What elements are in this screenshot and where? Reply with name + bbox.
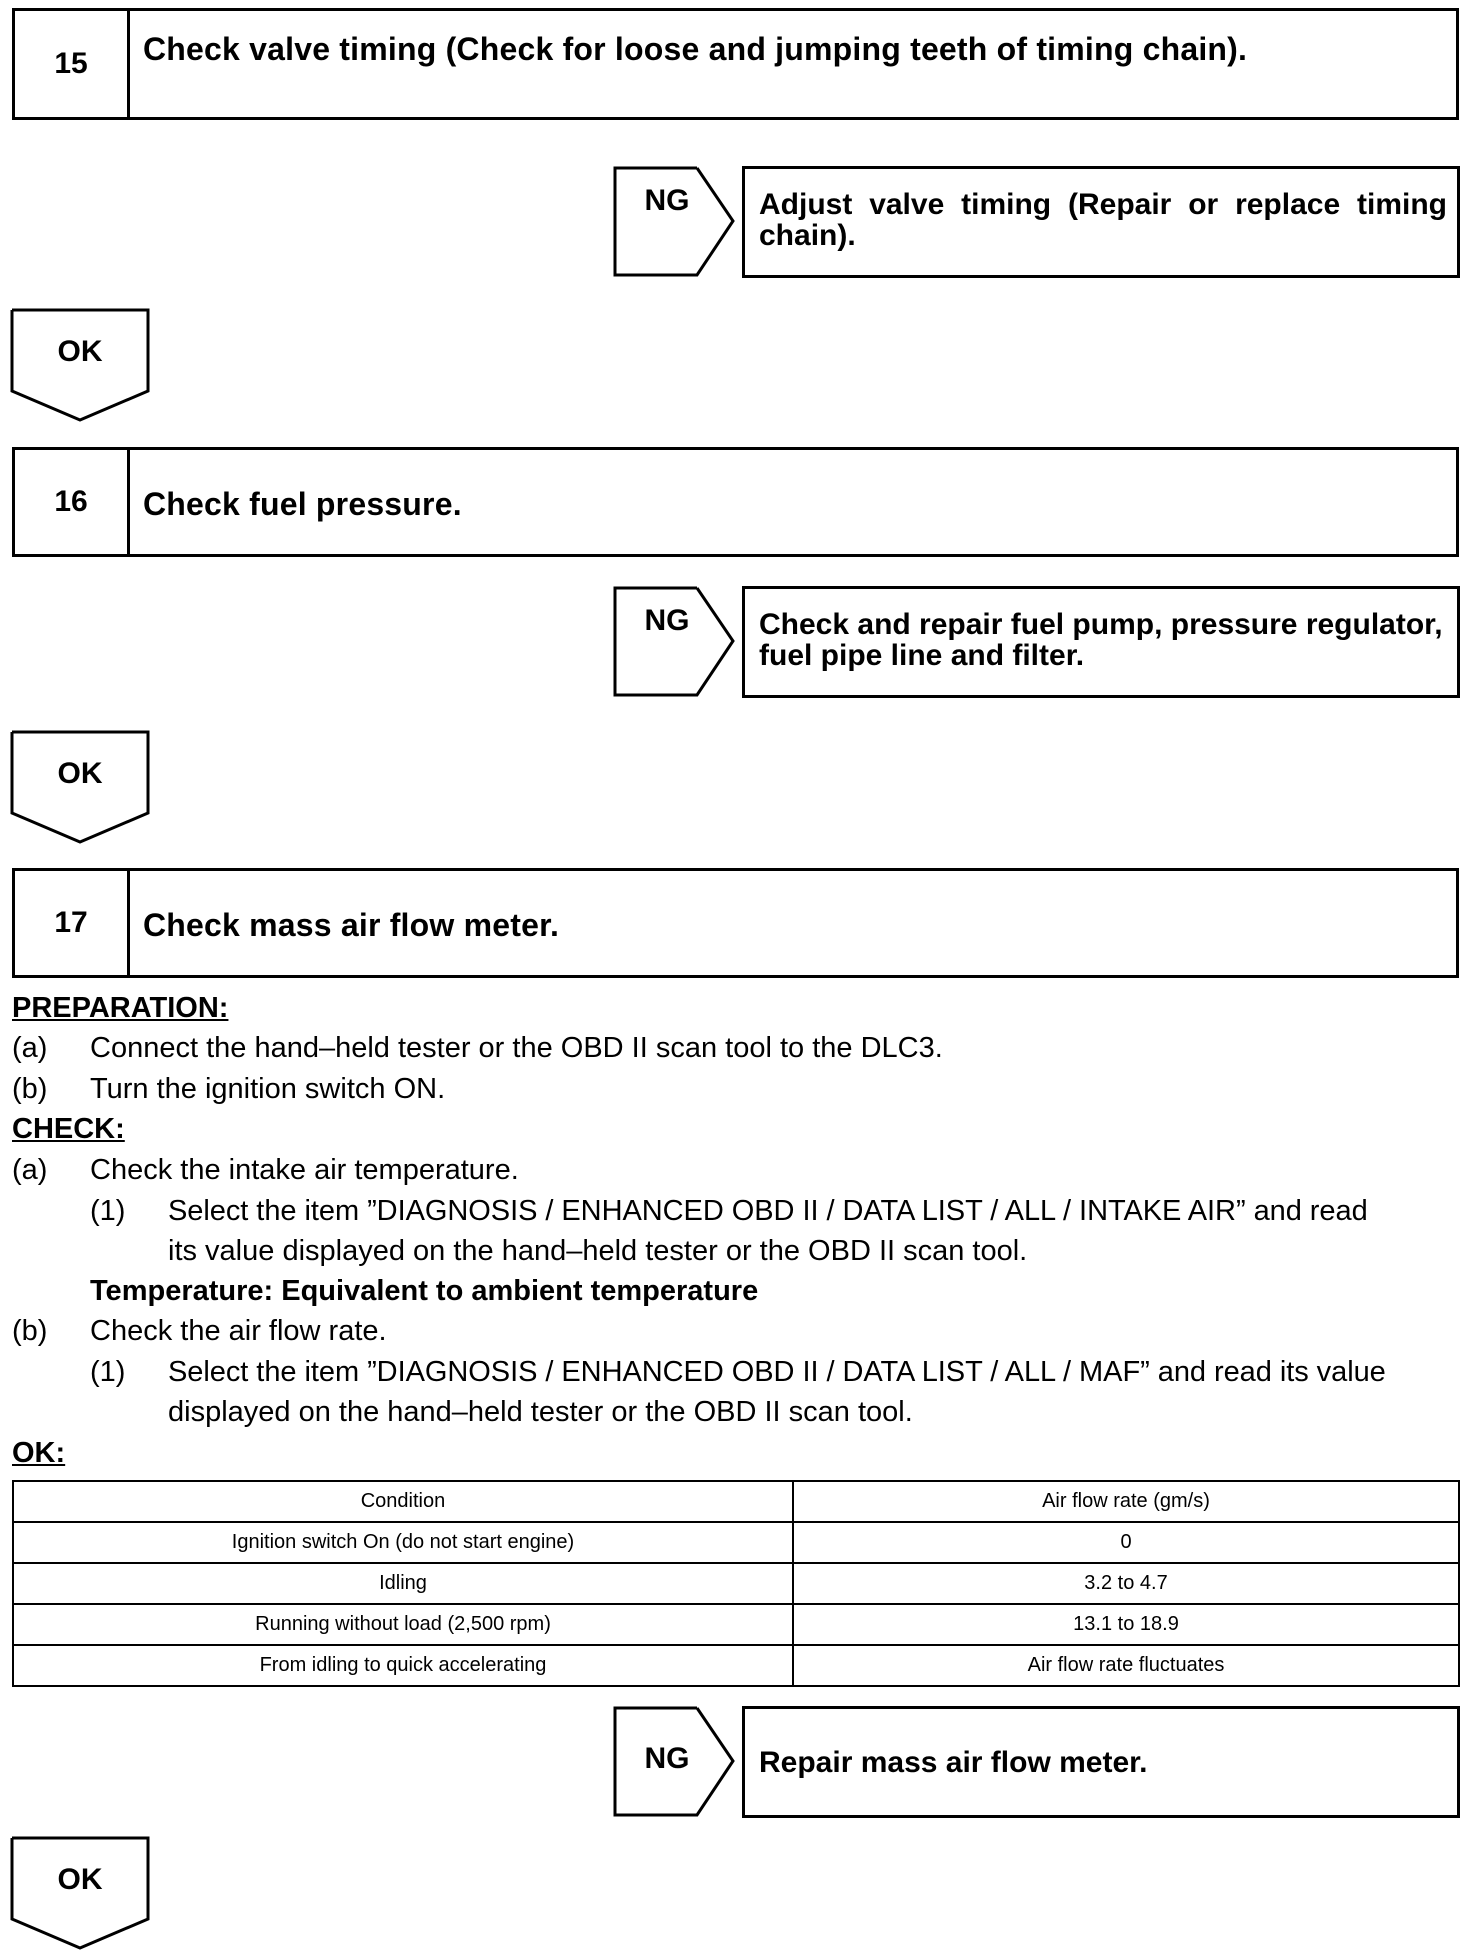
preparation-marker: (b) <box>12 1073 48 1105</box>
table-cell: Idling <box>13 1563 793 1604</box>
ng-action-text: Check and repair fuel pump, pressure regulator, fuel pipe line and filter. <box>759 608 1443 672</box>
step-title: Check fuel pressure. <box>143 486 462 522</box>
check-heading: CHECK: <box>12 1113 125 1145</box>
check-sub-text: Select the item ”DIAGNOSIS / ENHANCED OBD II / DATA LIST / ALL / MAF” and read its value <box>168 1356 1386 1388</box>
table-header-row <box>13 1481 1459 1522</box>
table-cell: Ignition switch On (do not start engine) <box>13 1522 793 1563</box>
step-number: 15 <box>15 11 130 117</box>
table-row <box>13 1604 1459 1645</box>
ng-label: NG <box>644 1742 690 1775</box>
ok-heading: OK: <box>12 1437 66 1469</box>
air-flow-table <box>12 1480 1460 1687</box>
ng-label: NG <box>644 604 690 637</box>
table-cell: 13.1 to 18.9 <box>793 1604 1459 1645</box>
ok-label: OK <box>57 335 103 368</box>
step-16-box <box>12 447 1459 557</box>
ng-action-box <box>742 586 1460 698</box>
table-cell: Running without load (2,500 rpm) <box>13 1604 793 1645</box>
check-marker-b: (b) <box>12 1315 48 1347</box>
ok-label: OK <box>57 1863 103 1896</box>
ng-action-box <box>742 166 1460 278</box>
ng-action-text: Repair mass air flow meter. <box>759 1746 1148 1779</box>
check-sub-text: Select the item ”DIAGNOSIS / ENHANCED OBD II / DATA LIST / ALL / INTAKE AIR” and read <box>168 1195 1368 1227</box>
table-row <box>13 1645 1459 1686</box>
check-item-b: Check the air flow rate. <box>90 1315 387 1347</box>
check-sub-text: displayed on the hand–held tester or the OBD II scan tool. <box>168 1396 913 1428</box>
ng-label: NG <box>644 184 690 217</box>
step-17-box <box>12 868 1459 978</box>
ok-arrow <box>10 308 150 423</box>
step-title: Check mass air flow meter. <box>143 907 560 943</box>
table-cell: 3.2 to 4.7 <box>793 1563 1459 1604</box>
temperature-spec: Temperature: Equivalent to ambient temperature <box>90 1275 759 1307</box>
ng-action-text: Adjust valve timing (Repair or replace timing chain). <box>759 188 1447 252</box>
step-15-box <box>12 8 1459 120</box>
table-row <box>13 1563 1459 1604</box>
ok-arrow <box>10 730 150 845</box>
preparation-item: Turn the ignition switch ON. <box>90 1073 446 1105</box>
table-cell: From idling to quick accelerating <box>13 1645 793 1686</box>
step-title: Check valve timing (Check for loose and jumping teeth of timing chain). <box>143 31 1248 67</box>
check-sub-marker: (1) <box>90 1356 126 1388</box>
preparation-marker: (a) <box>12 1032 48 1064</box>
step-number: 16 <box>15 450 130 554</box>
check-item-a: Check the intake air temperature. <box>90 1154 519 1186</box>
ng-arrow <box>613 1706 743 1818</box>
preparation-heading: PREPARATION: <box>12 992 229 1024</box>
table-header-cell: Air flow rate (gm/s) <box>793 1481 1459 1522</box>
check-marker-a: (a) <box>12 1154 48 1186</box>
ok-label: OK <box>57 757 103 790</box>
ng-arrow <box>613 586 743 698</box>
table-row <box>13 1522 1459 1563</box>
table-cell: 0 <box>793 1522 1459 1563</box>
check-sub-marker: (1) <box>90 1195 126 1227</box>
preparation-item: Connect the hand–held tester or the OBD II scan tool to the DLC3. <box>90 1032 943 1064</box>
ng-arrow <box>613 166 743 278</box>
table-cell: Air flow rate fluctuates <box>793 1645 1459 1686</box>
check-sub-text: its value displayed on the hand–held tester or the OBD II scan tool. <box>168 1235 1028 1267</box>
table-header-cell: Condition <box>13 1481 793 1522</box>
step-number: 17 <box>15 871 130 975</box>
ng-action-box <box>742 1706 1460 1818</box>
